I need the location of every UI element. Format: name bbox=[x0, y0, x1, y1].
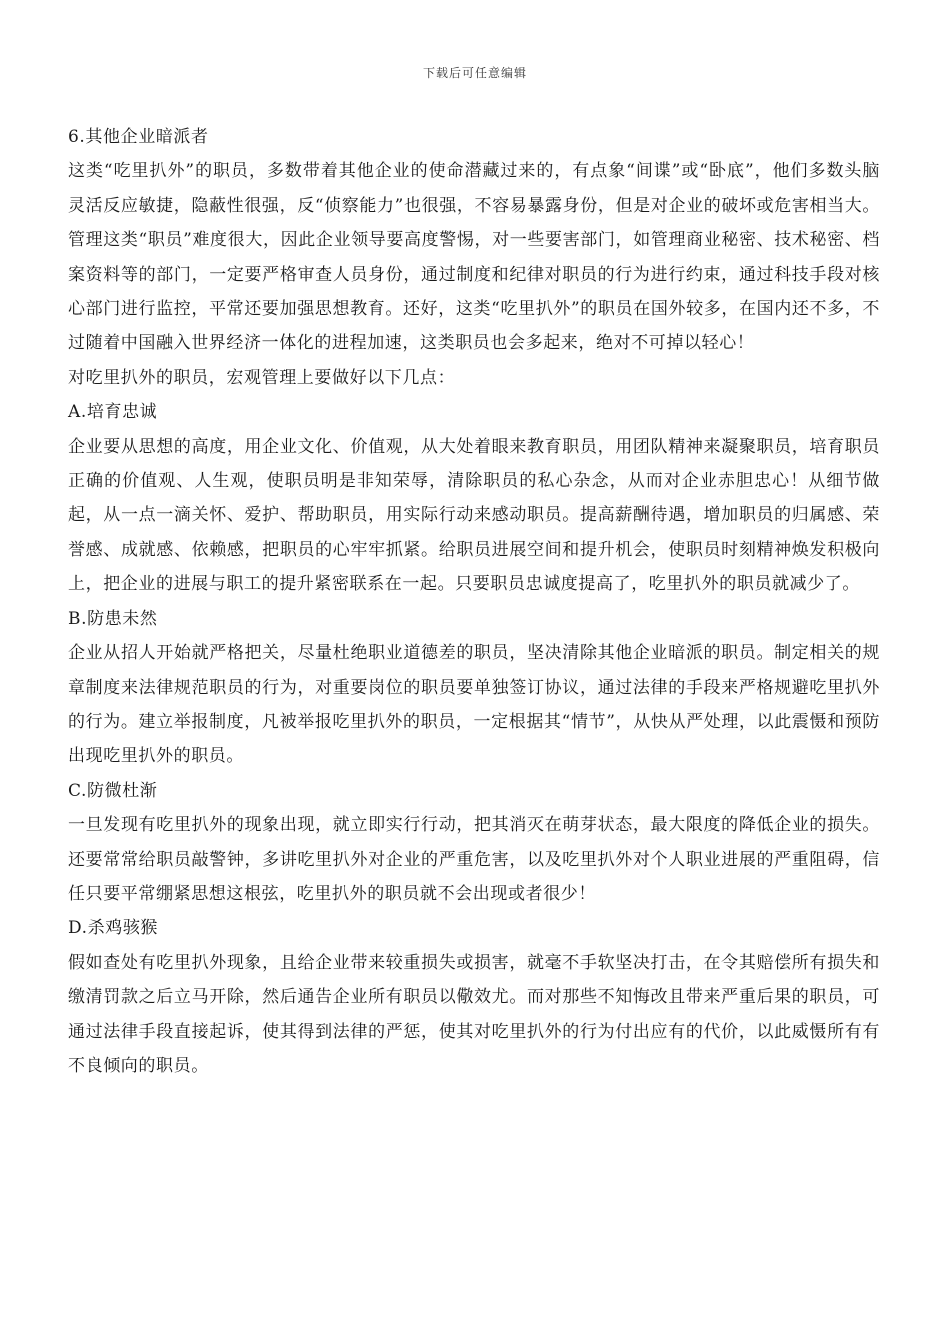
section-6-paragraph: 这类“吃里扒外”的职员，多数带着其他企业的使命潜藏过来的，有点象“间谍”或“卧底”，他们多数头脑灵活反应敏捷，隐蔽性很强，反“侦察能力”也很强，不容易暴露身份，但是对企业的破坏或危害相当大。管理这类“职员”难度很大，因此企业领导要高度警惕，对一些要害部门，如管理商业秘密、技术秘密、档案资料等的部门，一定要严格审查人员身份，通过制度和纪律对职员的行为进行约束，通过科技手段对核心部门进行监控，平常还要加强思想教育。还好，这类“吃里扒外”的职员在国外较多，在国内还不多，不过随着中国融入世界经济一体化的进程加速，这类职员也会多起来，绝对不可掉以轻心！ bbox=[68, 161, 880, 354]
section-b-title: B.防患未然 bbox=[68, 608, 158, 629]
section-b-paragraph: 企业从招人开始就严格把关，尽量杜绝职业道德差的职员，坚决清除其他企业暗派的职员。制定相关的规章制度来法律规范职员的行为，对重要岗位的职员要单独签订协议，通过法律的手段来严格规避吃里扒外的行为。建立举报制度，凡被举报吃里扒外的职员，一定根据其“情节”，从快从严处理，以此震慑和预防出现吃里扒外的职员。 bbox=[68, 643, 880, 767]
section-d-paragraph: 假如查处有吃里扒外现象，且给企业带来较重损失或损害，就毫不手软坚决打击，在令其赔偿所有损失和缴清罚款之后立马开除，然后通告企业所有职员以儆效尤。而对那些不知悔改且带来严重后果的职员，可通过法律手段直接起诉，使其得到法律的严惩，使其对吃里扒外的行为付出应有的代价，以此威慑所有有不良倾向的职员。 bbox=[68, 952, 880, 1076]
document-body bbox=[68, 120, 880, 1083]
section-6-title: 6.其他企业暗派者 bbox=[68, 127, 209, 147]
section-a-paragraph: 企业要从思想的高度，用企业文化、价值观，从大处着眼来教育职员，用团队精神来凝聚职员，培育职员正确的价值观、人生观，使职员明是非知荣辱，清除职员的私心杂念，从而对企业赤胆忠心！从细节做起，从一点一滴关怀、爱护、帮助职员，用实际行动来感动职员。提高薪酬待遇，增加职员的归属感、荣誉感、成就感、依赖感，把职员的心牢牢抓紧。给职员进展空间和提升机会，使职员时刻精神焕发积极向上，把企业的进展与职工的提升紧密联系在一起。只要职员忠诚度提高了，吃里扒外的职员就减少了。 bbox=[68, 436, 880, 595]
section-a-title: A.培育忠诚 bbox=[68, 402, 158, 423]
section-c-title: C.防微杜渐 bbox=[68, 780, 158, 801]
intro-paragraph: 对吃里扒外的职员，宏观管理上要做好以下几点： bbox=[68, 367, 456, 388]
page-header-note: 下载后可任意编辑 bbox=[422, 66, 527, 80]
section-d-title: D.杀鸡骇猴 bbox=[68, 918, 159, 939]
section-c-paragraph: 一旦发现有吃里扒外的现象出现，就立即实行行动，把其消灭在萌芽状态，最大限度的降低企业的损失。还要常常给职员敲警钟，多讲吃里扒外对企业的严重危害，以及吃里扒外对个人职业进展的严重阻碍，信任只要平常绷紧思想这根弦，吃里扒外的职员就不会出现或者很少！ bbox=[68, 815, 880, 904]
